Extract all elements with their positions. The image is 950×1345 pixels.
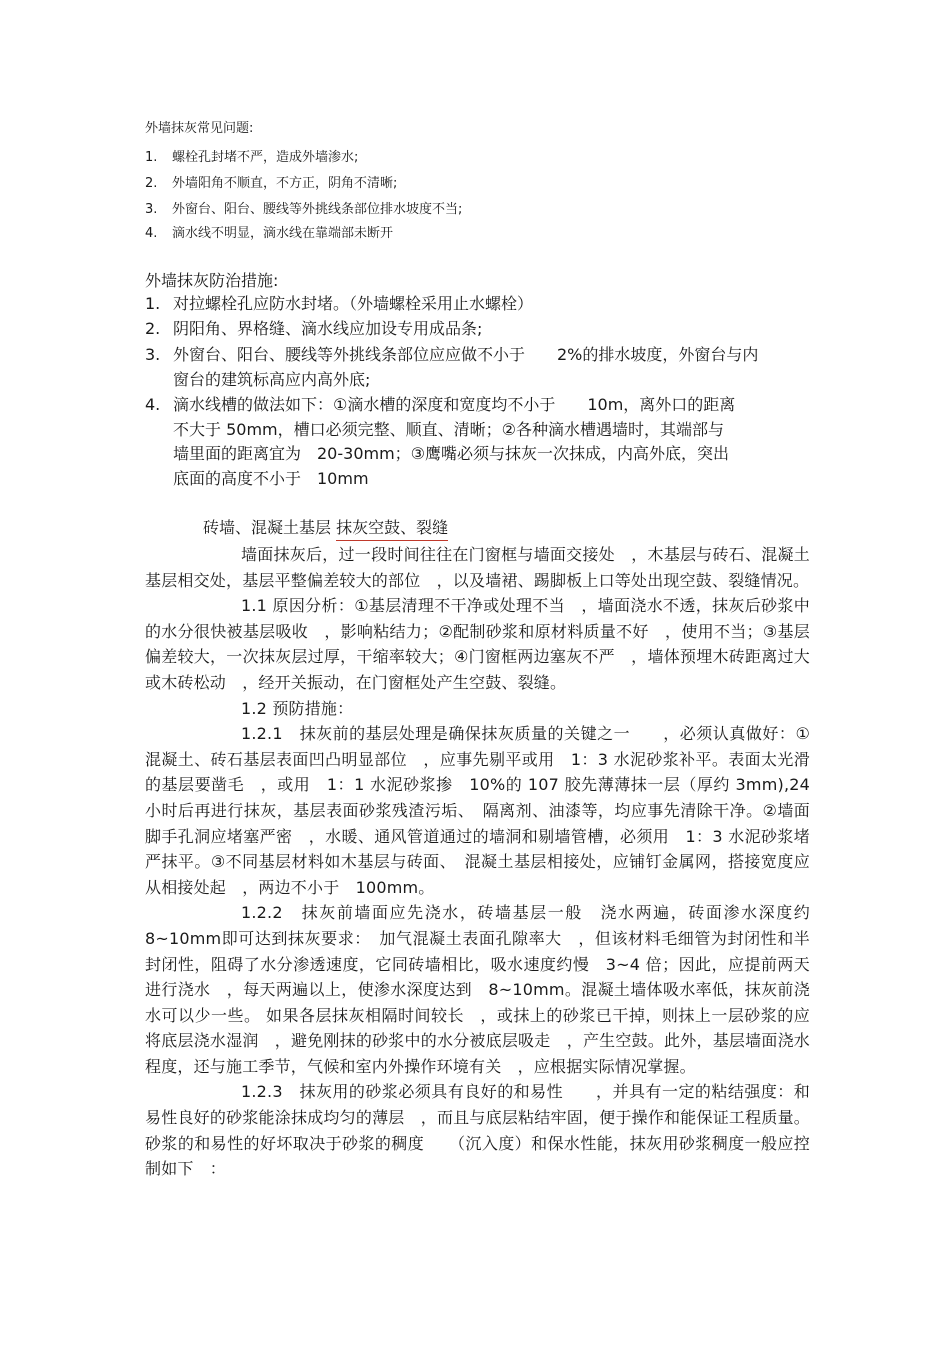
problem-item bbox=[145, 172, 397, 191]
paragraph: 1.2 预防措施： bbox=[241, 698, 354, 718]
problem-number: 3. bbox=[145, 202, 158, 217]
paragraph: 1.2.3 抹灰用的砂浆必须具有良好的和易性 ，并具有一定的粘结强度：和易性良好的砂浆能涂抹成均匀的薄层 ，而且与底层粘结牢固，便于操作和能保证工程质量。砂浆的和易性的好坏取决于砂浆的稠度 （沉入度）和保水性能，抹灰用砂浆稠度一般应控制如下 ： bbox=[145, 1082, 810, 1179]
paragraph: 1.1 原因分析：①基层清理不干净或处理不当 ，墙面浇水不透，抹灰后砂浆中的水分很快被基层吸收 ，影响粘结力；②配制砂浆和原材料质量不好 ，使用不当；③基层偏差较大，一次抹灰层过厚，干缩率较大；④门窗框两边塞灰不严 ，墙体预埋木砖距离过大或木砖松动 ，经开关振动，在门窗框处产生空鼓、裂缝。 bbox=[145, 596, 810, 692]
measure-item bbox=[145, 393, 815, 491]
measure-item bbox=[145, 317, 815, 342]
paragraph: 墙面抹灰后，过一段时间往往在门窗框与墙面交接处 ，木基层与砖石、混凝土基层相交处，基层平整偏差较大的部位 ，以及墙裙、踢脚板上口等处出现空鼓、裂缝情况。 bbox=[145, 545, 810, 590]
measure-number: 4. bbox=[145, 395, 161, 414]
paragraph: 1.2.1 抹灰前的基层处理是确保抹灰质量的关键之一 ，必须认真做好：①混凝土、砖石基层表面凹凸明显部位 ，应事先剔平或用 1：3 水泥砂浆补平。表面太光滑的基层要凿毛 ，或用 1：1 水泥砂浆掺 10%的 107 胶先薄薄抹一层（厚约 3mm),24 小时后再进行抹灰，基层表面砂浆残渣污垢、 隔离剂、油漆等，均应事先清除干净。②墙面脚手孔洞应堵塞严密 ，水暖、通风管道通过的墙洞和剔墙管槽，必须用 1：3 水泥砂浆堵严抹平。③不同基层材料如木基层与砖面、 混凝土基层相接处，应铺钉金属网，搭接宽度应从相接处起 ，两边不小于 100mm。 bbox=[145, 724, 810, 897]
problem-item bbox=[145, 146, 358, 165]
body-text bbox=[145, 542, 827, 1182]
section-heading bbox=[203, 515, 448, 538]
problem-text: 外墙阳角不顺直，不方正，阴角不清晰; bbox=[172, 176, 398, 191]
problem-item bbox=[145, 198, 462, 217]
prevention-measures-title: 外墙抹灰防治措施: bbox=[145, 271, 279, 290]
paragraph: 1.2.2 抹灰前墙面应先浇水，砖墙基层一般 浇水两遍，砖面渗水深度约 8~10mm即可达到抹灰要求： 加气混凝土表面孔隙率大 ，但该材料毛细管为封闭性和半封闭性，阻碍了水分渗透速度，它同砖墙相比，吸水速度约慢 3~4 倍；因此，应提前两天进行浇水 ，每天两遍以上，使渗水深度达到 8~10mm。混凝土墙体吸水率低，抹灰前浇水可以少一些。 如果各层抹灰相隔时间较长 ，或抹上的砂浆已干掉，则抹上一层砂浆的应将底层浇水湿润 ，避免刚抹的砂浆中的水分被底层吸走 ，产生空鼓。此外，基层墙面浇水程度，还与施工季节，气候和室内外操作环境有关 ，应根据实际情况掌握。 bbox=[145, 903, 827, 1076]
measure-item bbox=[145, 343, 815, 392]
problem-number: 1. bbox=[145, 150, 158, 165]
heading-prefix: 砖墙、混凝土基层 bbox=[203, 518, 337, 537]
measure-text: 对拉螺栓孔应防水封堵。（外墙螺栓采用止水螺栓） bbox=[173, 294, 534, 313]
measure-text: 阴阳角、界格缝、滴水线应加设专用成品条; bbox=[173, 319, 483, 338]
problem-number: 2. bbox=[145, 176, 158, 191]
problem-text: 螺栓孔封堵不严，造成外墙渗水; bbox=[172, 150, 359, 165]
common-problems-title: 外墙抹灰常见问题: bbox=[145, 121, 254, 136]
measure-number: 2. bbox=[145, 319, 161, 338]
problem-text: 滴水线不明显，滴水线在靠端部未断开 bbox=[172, 226, 394, 241]
measure-text: 外窗台、阳台、腰线等外挑线条部位应应做不小于 2%的排水坡度，外窗台与内 窗台的建筑标高应内高外底; bbox=[173, 345, 759, 389]
problem-number: 4. bbox=[145, 226, 158, 241]
problem-text: 外窗台、阳台、腰线等外挑线条部位排水坡度不当; bbox=[172, 202, 463, 217]
problem-item bbox=[145, 222, 393, 241]
measure-number: 3. bbox=[145, 345, 161, 364]
measure-item bbox=[145, 292, 815, 317]
heading-underlined: 抹灰空鼓、裂缝 bbox=[336, 518, 448, 541]
measure-text: 滴水线槽的做法如下：①滴水槽的深度和宽度均不小于 10m，离外口的距离 不大于 50mm，槽口必须完整、顺直、清晰；②各种滴水槽遇墙时，其端部与 墙里面的距离宜为 20-30mm；③鹰嘴必须与抹灰一次抹成，内高外底，突出 底面的高度不小于 10mm bbox=[173, 395, 736, 488]
measure-number: 1. bbox=[145, 294, 161, 313]
